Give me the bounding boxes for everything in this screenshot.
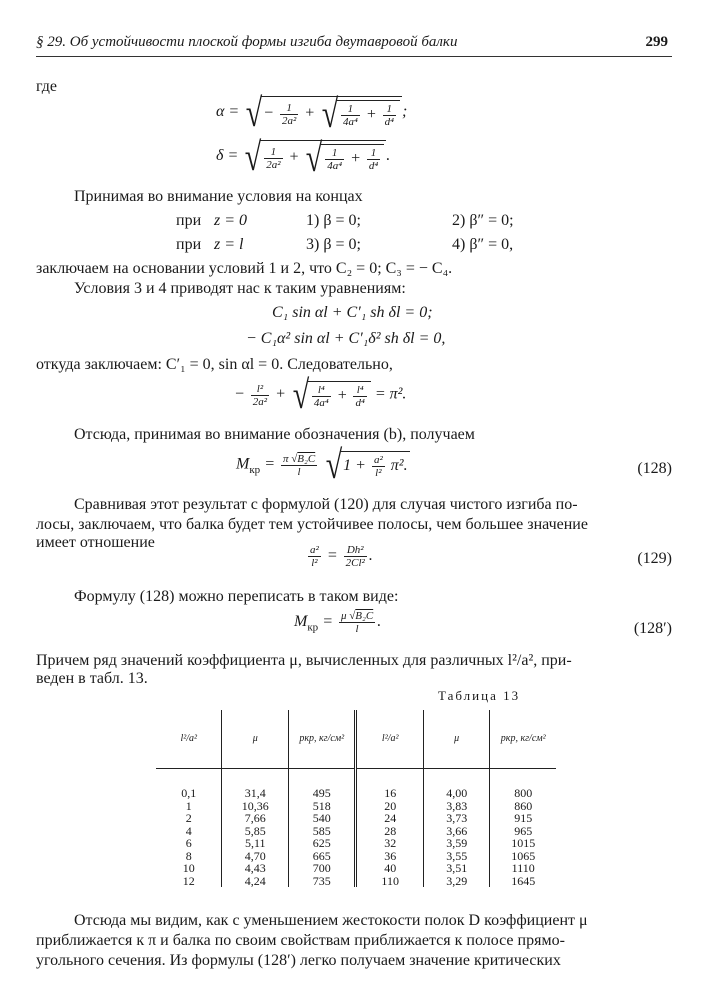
sqrt-icon: √ bbox=[292, 372, 310, 417]
fraction bbox=[251, 383, 269, 408]
table-cell: 31,4 bbox=[222, 787, 289, 800]
fraction bbox=[280, 102, 298, 127]
text-zaklyuchaem: заключаем на основании условий 1 и 2, что C₂ = 0; C₃ = − C₄. bbox=[36, 260, 453, 277]
text-usloviya: Условия 3 и 4 приводят нас к таким уравнениям: bbox=[74, 280, 406, 297]
radicand bbox=[260, 135, 386, 180]
numerator bbox=[281, 453, 317, 466]
plus-sign: + bbox=[275, 385, 286, 403]
table-cell: 28 bbox=[356, 825, 423, 838]
table-cell: 3,51 bbox=[423, 862, 490, 875]
text-final-1: Отсюда мы видим, как с уменьшением жестокости полок D коэффициент μ bbox=[74, 912, 588, 929]
numerator: Dh² bbox=[344, 544, 367, 557]
semicolon: ; bbox=[401, 103, 408, 121]
table-cell: 10,36 bbox=[222, 800, 289, 813]
text-prichem-2: веден в табл. 13. bbox=[36, 670, 148, 687]
inner-radicand bbox=[321, 144, 384, 172]
denominator: d⁴ bbox=[355, 397, 365, 409]
radicand bbox=[308, 381, 371, 409]
text-gde: где bbox=[36, 78, 58, 95]
alpha-lhs: α = bbox=[216, 103, 240, 121]
table-cell: 5,85 bbox=[222, 825, 289, 838]
table-row bbox=[156, 800, 556, 813]
radicand bbox=[341, 451, 409, 479]
header-pkr-2: pкр, кг/см² bbox=[490, 710, 556, 769]
denominator: 2a² bbox=[252, 395, 268, 408]
period: . bbox=[368, 547, 373, 565]
table-row bbox=[156, 875, 556, 888]
period: . bbox=[386, 147, 391, 165]
table-cell: 1 bbox=[185, 798, 192, 813]
table-cell: 800 bbox=[490, 787, 556, 800]
m-symbol: M bbox=[294, 613, 308, 631]
denominator: 4a⁴ bbox=[343, 116, 358, 128]
text-otkuda: откуда заключаем: C′₁ = 0, sin αl = 0. Следовательно, bbox=[36, 356, 393, 373]
table-caption: Таблица 13 bbox=[438, 688, 521, 703]
table-cell: 2 bbox=[185, 811, 192, 825]
denominator: 2Cl² bbox=[345, 557, 365, 569]
table-cell: 110 bbox=[356, 875, 423, 888]
table-cell: 3,29 bbox=[423, 875, 490, 888]
table-cell: 4 bbox=[185, 823, 192, 838]
running-header bbox=[36, 34, 676, 51]
pi-sqrt: π √ bbox=[282, 452, 298, 465]
fraction bbox=[281, 453, 317, 478]
equals-sign: = bbox=[264, 455, 275, 473]
numerator: 1 bbox=[341, 103, 360, 116]
formula-alpha bbox=[216, 89, 408, 136]
denominator: l² bbox=[375, 467, 382, 479]
table-cell: 8 bbox=[185, 848, 192, 863]
plus-sign: + bbox=[288, 148, 300, 166]
header-l2a2-2: l²/a² bbox=[356, 710, 423, 769]
eq-c2: − C₁α² sin αl + C′₁δ² sh δl = 0, bbox=[246, 330, 446, 347]
cond-zl: z = l bbox=[214, 236, 244, 253]
m-symbol: M bbox=[236, 455, 250, 473]
table-cell: 3,55 bbox=[423, 850, 490, 863]
cond-z0: z = 0 bbox=[214, 212, 248, 229]
text-prinimaya: Принимая во внимание условия на концах bbox=[74, 188, 363, 205]
table-row bbox=[156, 812, 556, 825]
eq-number-129: (129) bbox=[637, 550, 672, 567]
formula-delta bbox=[216, 133, 391, 180]
table-header-row bbox=[156, 710, 556, 769]
table-cell: 3,59 bbox=[423, 837, 490, 850]
sqrt-icon: √ bbox=[245, 89, 263, 135]
table-cell: 20 bbox=[356, 800, 423, 813]
fraction bbox=[339, 610, 375, 635]
table-cell: 4,00 bbox=[423, 787, 490, 800]
equals-sign: = bbox=[326, 547, 338, 565]
radicand bbox=[261, 91, 402, 136]
table-cell: 4,70 bbox=[222, 850, 289, 863]
table-cell: 5,11 bbox=[222, 837, 289, 850]
header-pkr: pкр, кг/см² bbox=[289, 710, 356, 769]
table-cell: 860 bbox=[490, 800, 556, 813]
table-cell: 518 bbox=[289, 800, 356, 813]
table-cell: 7,66 bbox=[222, 812, 289, 825]
table-cell: 4,43 bbox=[222, 862, 289, 875]
table-cell: 24 bbox=[356, 812, 423, 825]
fraction bbox=[341, 103, 360, 128]
table-cell: 495 bbox=[289, 787, 356, 800]
table-cell: 585 bbox=[289, 825, 356, 838]
one-plus: 1 + bbox=[343, 457, 366, 475]
header-l2a2: l²/a² bbox=[156, 710, 222, 769]
sqrt-icon: √ bbox=[321, 91, 339, 136]
fraction bbox=[353, 384, 366, 409]
table-cell: 6 bbox=[185, 836, 192, 850]
cond-3: 3) β = 0; bbox=[306, 236, 361, 253]
table-row bbox=[156, 825, 556, 838]
table-cell: 16 bbox=[356, 787, 423, 800]
denominator: l bbox=[297, 465, 301, 478]
numerator: 1 bbox=[264, 146, 282, 159]
table-cell: 540 bbox=[289, 812, 356, 825]
text-prichem-1: Причем ряд значений коэффициента μ, вычисленных для различных l²/a², при- bbox=[36, 652, 572, 669]
numerator: a² bbox=[373, 454, 383, 466]
minus-sign: − bbox=[263, 104, 274, 122]
table-cell: 700 bbox=[289, 862, 356, 875]
sqrt-icon: √ bbox=[325, 442, 343, 487]
formula-128-prime bbox=[294, 610, 381, 635]
header-mu: μ bbox=[222, 710, 289, 769]
table-cell: 3,73 bbox=[423, 812, 490, 825]
table-cell: 1015 bbox=[490, 837, 556, 850]
text-otsyuda: Отсюда, принимая во внимание обозначения (b), получаем bbox=[74, 426, 475, 443]
text-formulu: Формулу (128) можно переписать в таком виде: bbox=[74, 588, 399, 605]
header-rule bbox=[36, 56, 672, 57]
denominator: l² bbox=[311, 557, 318, 569]
fraction bbox=[383, 103, 396, 128]
numerator: l⁴ bbox=[353, 384, 366, 397]
denominator: 2a² bbox=[281, 114, 297, 127]
fraction bbox=[344, 544, 367, 569]
eq-number-128-prime: (128′) bbox=[633, 620, 672, 637]
formula-128 bbox=[236, 442, 410, 487]
table-cell: 10 bbox=[182, 861, 195, 875]
text-final-2: приближается к π и балка по своим свойствам приближается к полосе прямо- bbox=[36, 932, 565, 949]
delta-lhs: δ = bbox=[216, 147, 239, 165]
b2c: B₂C bbox=[355, 610, 374, 622]
numerator: l² bbox=[251, 383, 269, 396]
mu-sqrt: μ √ bbox=[340, 610, 356, 622]
cond-1: 1) β = 0; bbox=[306, 212, 361, 229]
plus-sign: + bbox=[304, 104, 316, 122]
plus-sign: + bbox=[350, 150, 361, 168]
fraction bbox=[308, 544, 321, 569]
numerator: a² bbox=[310, 544, 319, 556]
kr-subscript: кр bbox=[307, 621, 319, 634]
plus-sign: + bbox=[336, 387, 348, 405]
table-cell: 735 bbox=[289, 875, 356, 888]
spacer-row bbox=[156, 769, 556, 788]
table-row bbox=[156, 850, 556, 863]
equals-pi2: = π². bbox=[374, 385, 407, 403]
table-cell: 915 bbox=[490, 812, 556, 825]
page-number: 299 bbox=[645, 34, 668, 50]
header-title: § 29. Об устойчивости плоской формы изгиба двутавровой балки bbox=[36, 34, 458, 50]
text-sravnivaya-3: имеет отношение bbox=[36, 534, 155, 551]
numerator: 1 bbox=[280, 102, 298, 115]
numerator: 1 bbox=[367, 147, 380, 160]
table-body bbox=[156, 787, 556, 887]
text-final-3: угольного сечения. Из формулы (128′) легко получаем значение критических bbox=[36, 952, 561, 969]
table-cell: 4,24 bbox=[222, 875, 289, 888]
table-cell: 1065 bbox=[490, 850, 556, 863]
table-row bbox=[156, 837, 556, 850]
denominator: 4a⁴ bbox=[313, 397, 329, 409]
table-cell: 1645 bbox=[490, 875, 556, 888]
table-cell: 12 bbox=[182, 873, 195, 888]
fraction bbox=[325, 147, 344, 172]
numerator: 1 bbox=[383, 103, 396, 116]
table-cell: 3,66 bbox=[423, 825, 490, 838]
formula-pi2 bbox=[234, 372, 407, 417]
eq-number-128: (128) bbox=[637, 460, 672, 477]
table-cell: 625 bbox=[289, 837, 356, 850]
fraction bbox=[264, 146, 282, 171]
text-sravnivaya-2: лосы, заключаем, что балка будет тем устойчивее полосы, чем большее значение bbox=[36, 516, 588, 533]
sqrt-icon: √ bbox=[306, 135, 323, 180]
minus-sign: − bbox=[234, 385, 245, 403]
inner-radicand bbox=[337, 100, 400, 128]
table-row bbox=[156, 787, 556, 800]
table-cell: 3,83 bbox=[423, 800, 490, 813]
sqrt-icon: √ bbox=[244, 133, 262, 179]
text-pri-1: при bbox=[176, 212, 202, 229]
header-mu-2: μ bbox=[423, 710, 490, 769]
table-cell: 1110 bbox=[490, 862, 556, 875]
period: . bbox=[377, 613, 382, 631]
numerator: l⁴ bbox=[312, 384, 331, 397]
formula-129 bbox=[306, 544, 373, 569]
table-cell: 40 bbox=[356, 862, 423, 875]
table-cell: 0,1 bbox=[181, 786, 197, 800]
table-13 bbox=[156, 710, 556, 887]
fraction bbox=[372, 454, 385, 479]
table-cell: 965 bbox=[490, 825, 556, 838]
denominator: l bbox=[355, 623, 359, 635]
denominator: d⁴ bbox=[368, 160, 379, 172]
table-cell: 36 bbox=[356, 850, 423, 863]
table-row bbox=[156, 862, 556, 875]
equals-sign: = bbox=[322, 613, 333, 631]
cond-4: 4) β″ = 0, bbox=[452, 236, 514, 253]
table-cell: 32 bbox=[356, 837, 423, 850]
fraction bbox=[367, 147, 380, 172]
text-sravnivaya-1: Сравнивая этот результат с формулой (120) для случая чистого изгиба по- bbox=[74, 496, 578, 513]
numerator: 1 bbox=[325, 147, 344, 160]
denominator: 2a² bbox=[266, 158, 281, 171]
table-cell: 665 bbox=[289, 850, 356, 863]
numerator bbox=[339, 610, 375, 623]
pi-squared: π². bbox=[390, 457, 408, 475]
text-pri-2: при bbox=[176, 236, 202, 253]
cond-2: 2) β″ = 0; bbox=[452, 212, 514, 229]
plus-sign: + bbox=[365, 106, 377, 124]
kr-subscript: кр bbox=[249, 463, 261, 476]
fraction bbox=[312, 384, 331, 409]
b2c: B₂C bbox=[297, 452, 316, 465]
denominator: d⁴ bbox=[384, 116, 394, 128]
eq-c1: C₁ sin αl + C′₁ sh δl = 0; bbox=[272, 304, 433, 321]
denominator: 4a⁴ bbox=[327, 160, 343, 172]
